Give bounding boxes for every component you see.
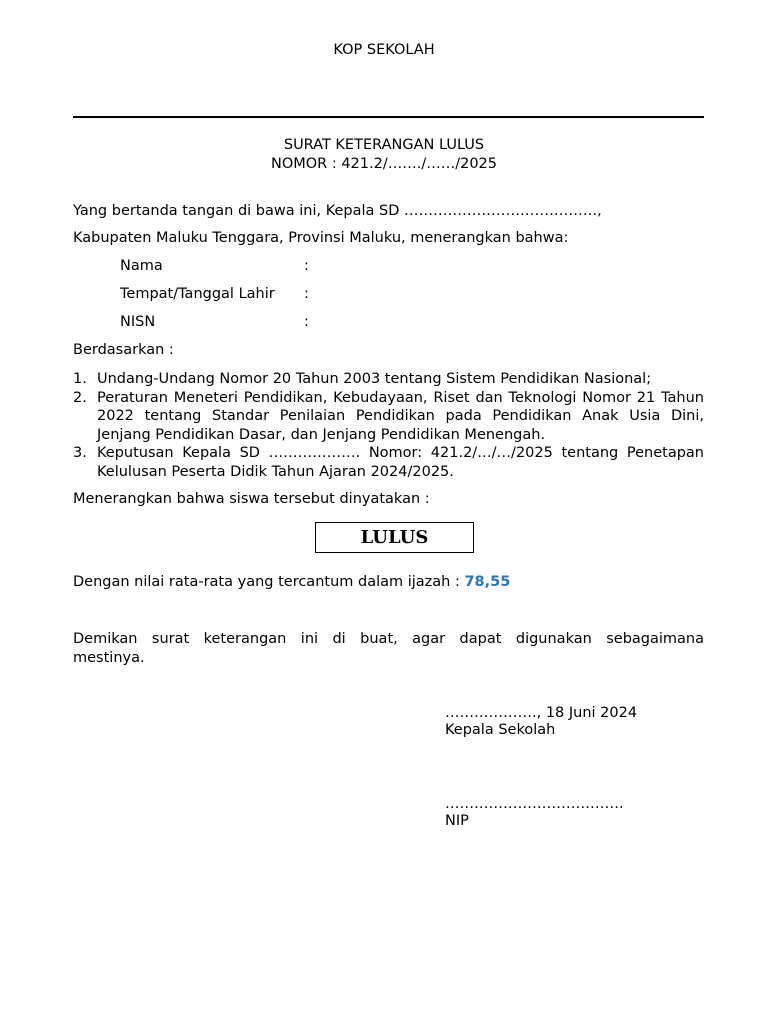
basis-heading: Berdasarkan : — [73, 342, 174, 358]
status-box — [315, 522, 474, 553]
list-item-text: Keputusan Kepala SD ………………. Nomor: 421.2/…/…/2025 tentang Penetapan Kelulusan Peserta Didik Tahun Ajaran 2024/2025. — [97, 445, 704, 480]
list-item-number: 3. — [73, 445, 87, 461]
list-item — [73, 389, 704, 445]
field-colon-nama: : — [304, 258, 309, 274]
list-item-text: Peraturan Meneteri Pendidikan, Kebudayaan, Riset dan Teknologi Nomor 21 Tahun 2022 tentang Standar Penilaian Pendidikan pada Pendidikan Anak Usia Dini, Jenjang Pendidikan Dasar, dan Jenjang Pendidikan Menengah. — [97, 389, 704, 443]
status-label: LULUS — [360, 527, 429, 548]
list-item — [73, 444, 704, 481]
letterhead-text: KOP SEKOLAH — [333, 42, 435, 58]
basis-list — [73, 370, 704, 481]
closing-paragraph — [73, 630, 704, 667]
signature-nip: NIP — [445, 813, 469, 829]
list-item-number: 2. — [73, 389, 87, 406]
closing-line-1: Demikan surat keterangan ini di buat, agar dapat digunakan sebagaimana — [73, 631, 704, 647]
signature-name-line: ………………………………. — [445, 796, 624, 812]
intro-line-2: Kabupaten Maluku Tenggara, Provinsi Maluku, menerangkan bahwa: — [73, 230, 569, 246]
list-item-number: 1. — [73, 371, 87, 387]
closing-line-2: mestinya. — [73, 649, 145, 666]
intro-line-1: Yang bertanda tangan di bawa ini, Kepala SD …………………………………., — [73, 203, 602, 219]
signature-place-date: ………………., 18 Juni 2024 — [445, 705, 638, 721]
field-colon-nisn: : — [304, 314, 309, 330]
score-label: Dengan nilai rata-rata yang tercantum dalam ijazah : — [73, 574, 460, 590]
document-title: SURAT KETERANGAN LULUS — [283, 137, 485, 153]
score-value: 78,55 — [464, 574, 511, 590]
score-line — [73, 574, 510, 590]
document-number: NOMOR : 421.2/……./……/2025 — [270, 156, 498, 172]
field-label-nama: Nama — [120, 258, 163, 274]
field-label-ttl: Tempat/Tanggal Lahir — [120, 286, 275, 302]
header-divider — [73, 116, 704, 118]
list-item — [73, 370, 704, 389]
statement-text: Menerangkan bahwa siswa tersebut dinyatakan : — [73, 491, 430, 507]
field-colon-ttl: : — [304, 286, 309, 302]
list-item-text: Undang-Undang Nomor 20 Tahun 2003 tentang Sistem Pendidikan Nasional; — [97, 371, 652, 387]
signature-position: Kepala Sekolah — [445, 722, 556, 738]
field-label-nisn: NISN — [120, 314, 156, 330]
